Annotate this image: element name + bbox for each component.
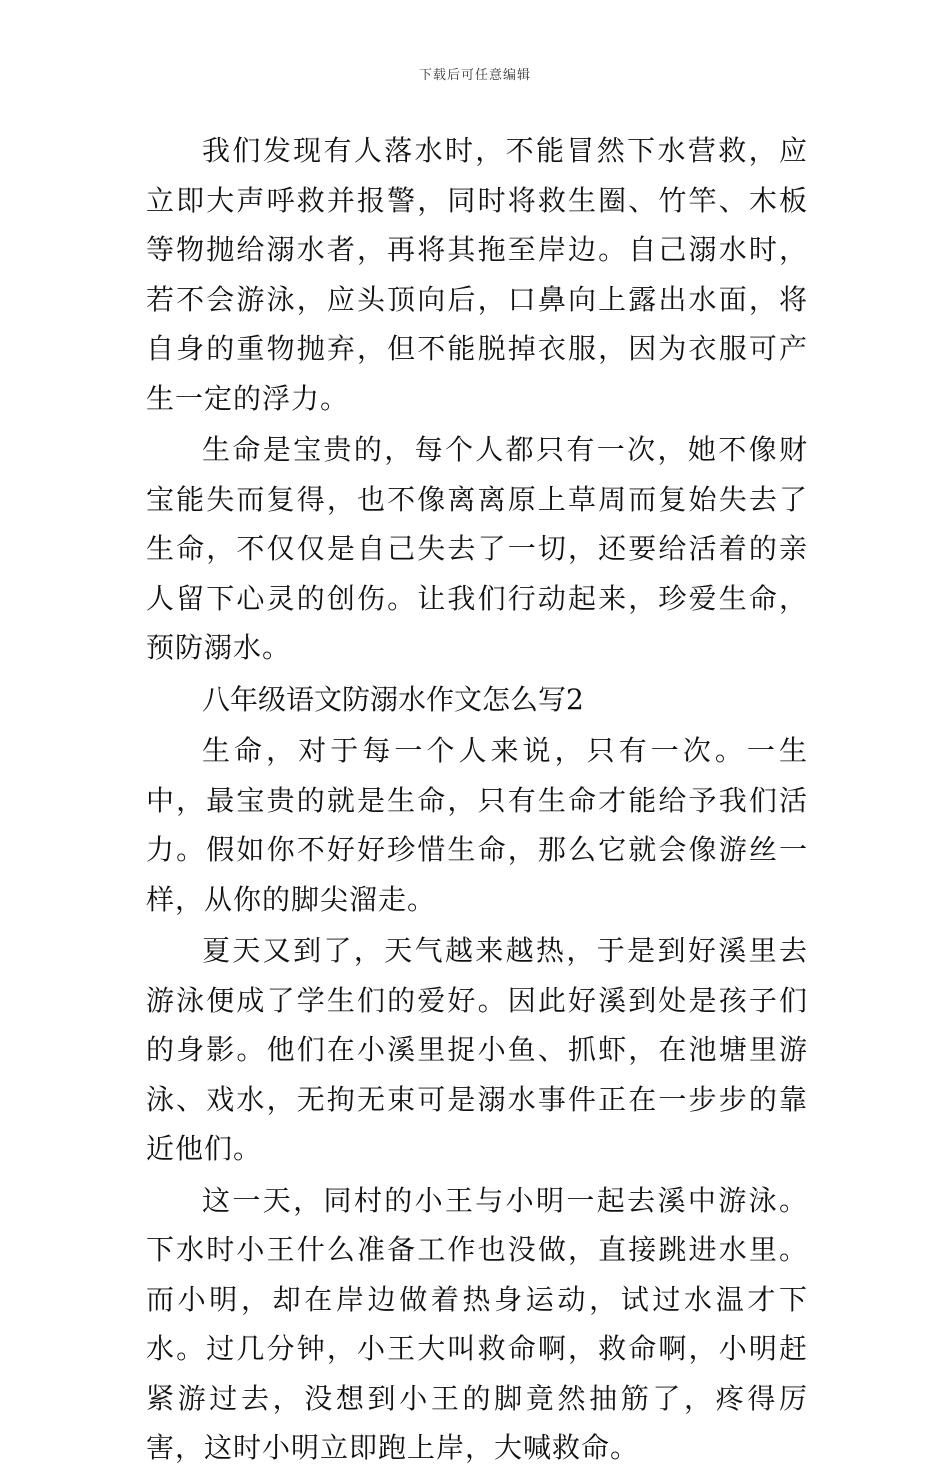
page-header: 下载后可任意编辑: [418, 68, 531, 83]
paragraph-summer: 夏天又到了，天气越来越热，于是到好溪里去游泳便成了学生们的爱好。因此好溪到处是孩子们的身影。他们在小溪里捉小鱼、抓虾，在池塘里游泳、戏水，无拘无束可是溺水事件正在一步步的靠近他们。: [146, 934, 808, 1165]
paragraph-life-precious: 生命是宝贵的，每个人都只有一次，她不像财宝能失而复得，也不像离离原上草周而复始失去了生命，不仅仅是自己失去了一切，还要给活着的亲人留下心灵的创伤。让我们行动起来，珍爱生命，预防溺水。: [146, 433, 808, 664]
essay-title: 八年级语文防溺水作文怎么写2: [202, 682, 584, 716]
paragraph-story: 这一天，同村的小王与小明一起去溪中游泳。下水时小王什么准备工作也没做，直接跳进水里。而小明，却在岸边做着热身运动，试过水温才下水。过几分钟，小王大叫救命啊，救命啊，小明赶紧游过去，没想到小王的脚竟然抽筋了，疼得厉害，这时小明立即跑上岸，大喊救命。: [146, 1183, 808, 1464]
paragraph-rescue-advice: 我们发现有人落水时，不能冒然下水营救，应立即大声呼救并报警，同时将救生圈、竹竿、木板等物抛给溺水者，再将其拖至岸边。自己溺水时，若不会游泳，应头顶向后，口鼻向上露出水面，将自身的重物抛弃，但不能脱掉衣服，因为衣服可产生一定的浮力。: [146, 134, 808, 415]
document-body: [146, 126, 808, 1475]
paragraph-life-once: 生命，对于每一个人来说，只有一次。一生中，最宝贵的就是生命，只有生命才能给予我们活力。假如你不好好珍惜生命，那么它就会像游丝一样，从你的脚尖溜走。: [146, 734, 808, 916]
